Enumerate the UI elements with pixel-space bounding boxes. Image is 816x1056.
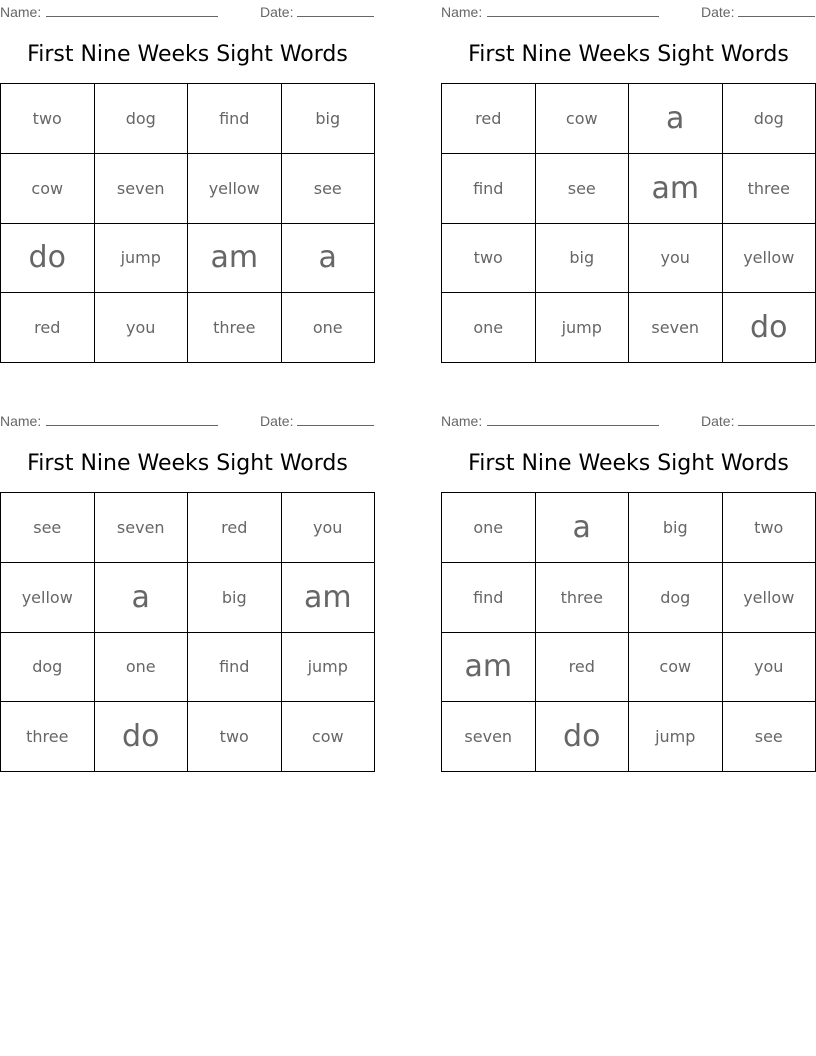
word-cell: do — [536, 702, 630, 772]
name-date-row — [0, 3, 375, 19]
word-grid — [0, 83, 375, 363]
card-title: First Nine Weeks Sight Words — [468, 451, 789, 476]
word-cell: red — [188, 493, 282, 563]
bingo-card — [0, 409, 375, 784]
bingo-card — [441, 0, 816, 375]
word-cell: three — [723, 154, 816, 224]
date-line[interactable] — [738, 412, 815, 426]
word-cell: you — [282, 493, 376, 563]
word-cell: red — [1, 293, 95, 363]
name-date-row — [441, 412, 816, 428]
date-line[interactable] — [738, 3, 815, 17]
word-cell: a — [282, 224, 376, 294]
word-cell: cow — [629, 633, 723, 703]
word-cell: two — [188, 702, 282, 772]
word-cell: jump — [629, 702, 723, 772]
date-label: Date: — [260, 4, 294, 20]
word-cell: yellow — [723, 563, 816, 633]
word-cell: jump — [282, 633, 376, 703]
word-cell: seven — [95, 154, 189, 224]
date-line[interactable] — [297, 3, 374, 17]
date-label: Date: — [701, 413, 735, 429]
name-label: Name: — [441, 413, 483, 429]
word-cell: do — [1, 224, 95, 294]
name-label: Name: — [441, 4, 483, 20]
word-cell: am — [282, 563, 376, 633]
word-cell: a — [629, 84, 723, 154]
word-cell: red — [442, 84, 536, 154]
word-cell: red — [536, 633, 630, 703]
word-cell: am — [629, 154, 723, 224]
word-cell: do — [723, 293, 816, 363]
word-cell: find — [188, 84, 282, 154]
word-cell: three — [1, 702, 95, 772]
word-cell: see — [536, 154, 630, 224]
word-cell: a — [95, 563, 189, 633]
word-cell: find — [442, 563, 536, 633]
card-title: First Nine Weeks Sight Words — [27, 451, 348, 476]
word-cell: find — [442, 154, 536, 224]
word-cell: one — [95, 633, 189, 703]
word-cell: seven — [442, 702, 536, 772]
word-cell: two — [1, 84, 95, 154]
word-cell: do — [95, 702, 189, 772]
word-cell: big — [629, 493, 723, 563]
word-cell: find — [188, 633, 282, 703]
word-grid — [441, 492, 816, 772]
word-cell: am — [442, 633, 536, 703]
bingo-card — [441, 409, 816, 784]
word-cell: yellow — [188, 154, 282, 224]
word-cell: jump — [95, 224, 189, 294]
name-line[interactable] — [487, 3, 659, 17]
word-cell: see — [723, 702, 816, 772]
word-grid — [441, 83, 816, 363]
word-cell: yellow — [723, 224, 816, 294]
word-cell: see — [282, 154, 376, 224]
word-cell: cow — [536, 84, 630, 154]
word-cell: seven — [95, 493, 189, 563]
name-label: Name: — [0, 413, 42, 429]
word-cell: one — [282, 293, 376, 363]
card-title: First Nine Weeks Sight Words — [27, 42, 348, 67]
name-line[interactable] — [46, 412, 218, 426]
word-cell: dog — [723, 84, 816, 154]
word-cell: two — [723, 493, 816, 563]
word-cell: you — [723, 633, 816, 703]
word-cell: dog — [95, 84, 189, 154]
name-label: Name: — [0, 4, 42, 20]
word-cell: seven — [629, 293, 723, 363]
word-cell: a — [536, 493, 630, 563]
word-cell: one — [442, 493, 536, 563]
word-cell: big — [282, 84, 376, 154]
date-line[interactable] — [297, 412, 374, 426]
card-title: First Nine Weeks Sight Words — [468, 42, 789, 67]
word-cell: jump — [536, 293, 630, 363]
name-line[interactable] — [487, 412, 659, 426]
name-date-row — [441, 3, 816, 19]
word-cell: cow — [1, 154, 95, 224]
word-cell: cow — [282, 702, 376, 772]
word-cell: one — [442, 293, 536, 363]
date-label: Date: — [260, 413, 294, 429]
date-label: Date: — [701, 4, 735, 20]
word-grid — [0, 492, 375, 772]
word-cell: yellow — [1, 563, 95, 633]
word-cell: dog — [1, 633, 95, 703]
name-date-row — [0, 412, 375, 428]
word-cell: big — [188, 563, 282, 633]
word-cell: am — [188, 224, 282, 294]
word-cell: you — [629, 224, 723, 294]
word-cell: dog — [629, 563, 723, 633]
word-cell: three — [536, 563, 630, 633]
name-line[interactable] — [46, 3, 218, 17]
word-cell: three — [188, 293, 282, 363]
word-cell: see — [1, 493, 95, 563]
word-cell: two — [442, 224, 536, 294]
word-cell: you — [95, 293, 189, 363]
word-cell: big — [536, 224, 630, 294]
bingo-card — [0, 0, 375, 375]
